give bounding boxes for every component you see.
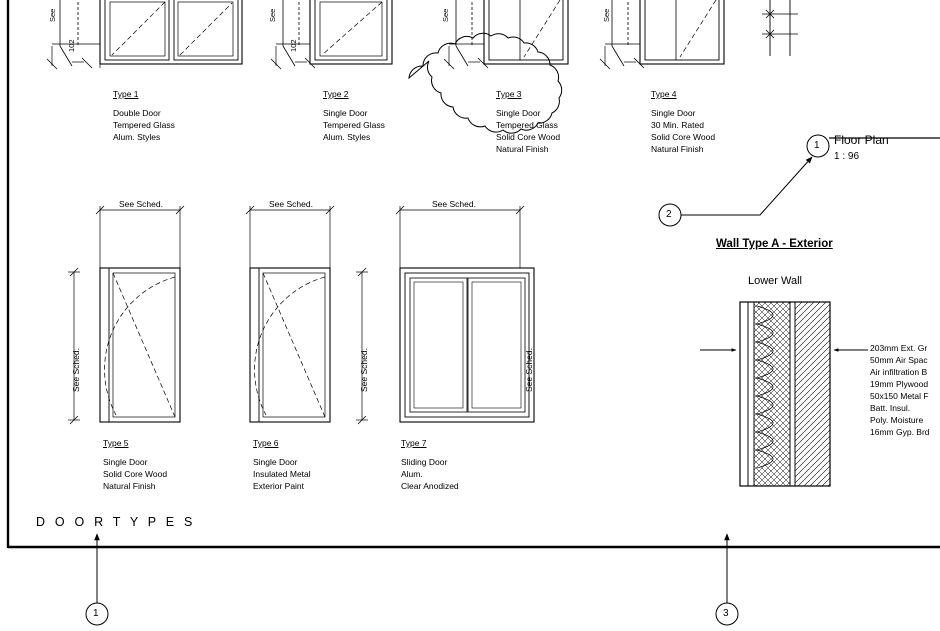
door-type-5-note-1: Single Door (103, 457, 148, 467)
wall-assembly-section (700, 302, 868, 486)
door-type-1-see-note: See (48, 8, 57, 22)
wall-note-5: 50x150 Metal F (870, 391, 929, 401)
leader-bubble-2-number: 2 (666, 209, 672, 220)
wall-note-4: 19mm Plywood (870, 379, 929, 389)
wall-note-3: Air infiltration B (870, 367, 928, 377)
door-type-5-note-2: Solid Core Wood (103, 469, 168, 479)
door-type-7-tag: Type 7 (401, 438, 427, 448)
door-type-5-height-note: See Sched. (71, 348, 81, 392)
wall-type-title: Wall Type A - Exterior (716, 238, 833, 250)
door-type-6-height-note: See Sched. (359, 348, 369, 392)
door-type-4-see-note: See (602, 8, 611, 22)
door-type-6-width-note: See Sched. (269, 199, 313, 209)
door-type-2-note-2: Tempered Glass (323, 120, 385, 130)
floor-plan-view-title: Floor Plan (834, 133, 889, 147)
door-type-4-tag: Type 4 (651, 89, 677, 99)
wall-note-6: Batt. Insul. (870, 403, 911, 413)
door-type-1-note-1: Double Door (113, 108, 161, 118)
door-type-7-note-2: Alum. (401, 469, 423, 479)
door-type-1-note-2: Tempered Glass (113, 120, 175, 130)
door-type-6-note-3: Exterior Paint (253, 481, 305, 491)
door-type-7-note-3: Clear Anodized (401, 481, 459, 491)
door-type-1-note-3: Alum. Styles (113, 132, 161, 142)
door-type-1-elevation (47, 0, 242, 69)
door-type-2-note-1: Single Door (323, 108, 368, 118)
door-type-3-see-note: See (441, 8, 450, 22)
door-type-7-height-note: See Sched. (524, 348, 534, 392)
door-type-3-note-2: Tempered Glass (496, 120, 558, 130)
door-type-2-dim: 102 (289, 39, 298, 52)
door-type-4-note-4: Natural Finish (651, 144, 704, 154)
wall-note-2: 50mm Air Spac (870, 355, 928, 365)
door-type-4-note-3: Solid Core Wood (651, 132, 716, 142)
door-type-5-tag: Type 5 (103, 438, 129, 448)
door-type-3-note-4: Natural Finish (496, 144, 549, 154)
floor-plan-bubble-number: 1 (814, 140, 820, 151)
door-type-1-tag: Type 1 (113, 89, 139, 99)
door-type-2-note-3: Alum. Styles (323, 132, 371, 142)
door-type-7-width-note: See Sched. (432, 199, 476, 209)
top-right-section-mark (762, 0, 798, 56)
floor-plan-view-scale: 1 : 96 (834, 151, 860, 162)
door-type-2-see-note: See (268, 8, 277, 22)
door-type-3-note-3: Solid Core Wood (496, 132, 561, 142)
door-type-1-dim: 102 (67, 39, 76, 52)
door-type-3-note-1: Single Door (496, 108, 541, 118)
door-type-6-note-1: Single Door (253, 457, 298, 467)
wall-note-1: 203mm Ext. Gr (870, 343, 928, 353)
door-type-2-tag: Type 2 (323, 89, 349, 99)
door-type-3-tag: Type 3 (496, 89, 522, 99)
bottom-callout-3-number: 3 (723, 608, 729, 619)
wall-note-8: 16mm Gyp. Brd (870, 427, 930, 437)
door-type-2-elevation (271, 0, 392, 69)
door-type-4-note-2: 30 Min. Rated (651, 120, 704, 130)
wall-type-subtitle: Lower Wall (748, 275, 802, 287)
door-type-7-elevation (396, 206, 534, 422)
door-type-6-elevation (246, 206, 368, 424)
door-type-6-tag: Type 6 (253, 438, 279, 448)
section-title: D O O R T Y P E S (36, 515, 196, 529)
door-type-5-elevation (68, 206, 184, 424)
wall-note-7: Poly. Moisture (870, 415, 924, 425)
bottom-callout-1-number: 1 (93, 608, 99, 619)
leader-callout-2 (659, 157, 812, 226)
door-type-5-width-note: See Sched. (119, 199, 163, 209)
door-type-5-note-3: Natural Finish (103, 481, 156, 491)
door-type-4-note-1: Single Door (651, 108, 696, 118)
door-type-3-elevation (444, 0, 568, 69)
door-type-7-note-1: Sliding Door (401, 457, 448, 467)
door-type-4-elevation (600, 0, 724, 69)
door-type-6-note-2: Insulated Metal (253, 469, 311, 479)
